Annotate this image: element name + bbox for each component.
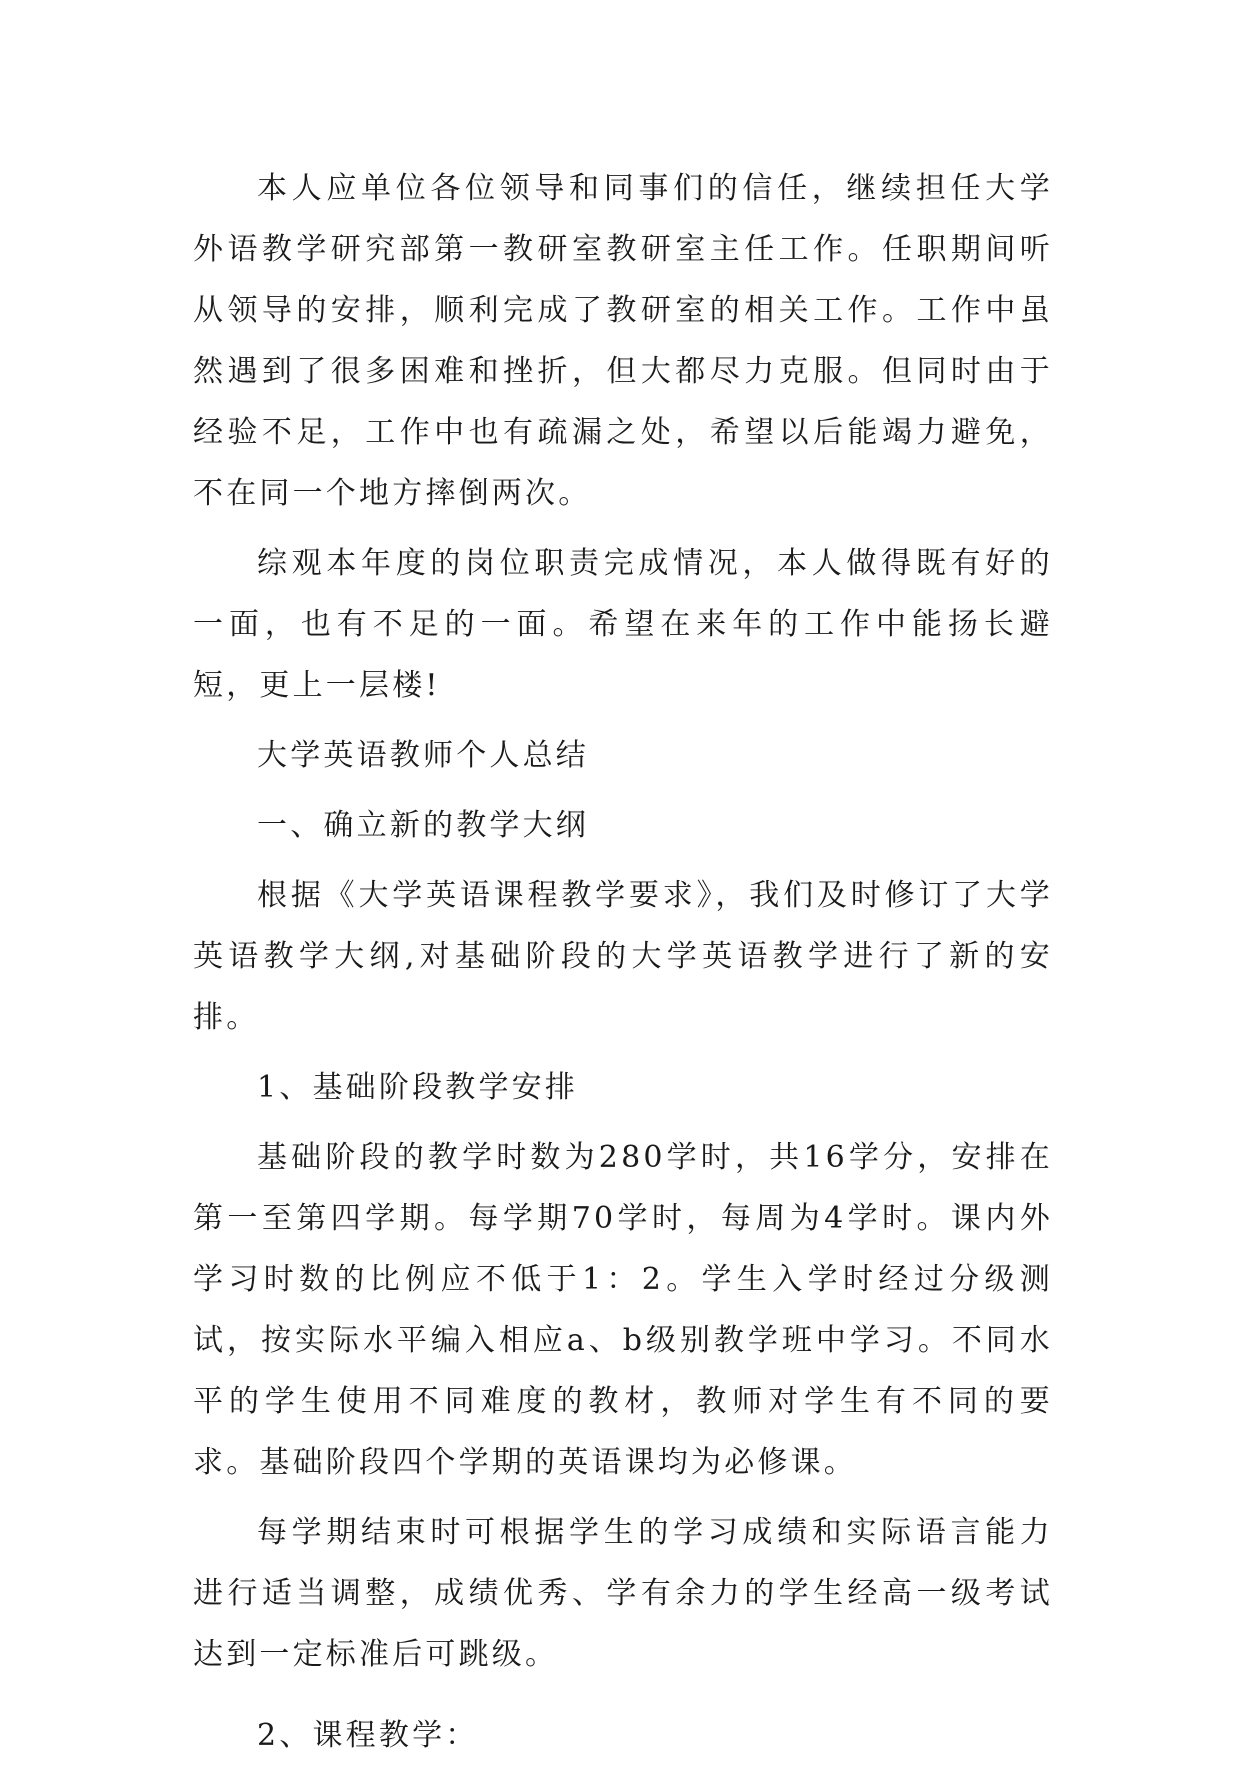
paragraph-basic-stage-hours: 基础阶段的教学时数为280学时，共16学分，安排在第一至第四学期。每学期70学时，每周为4学时。课内外学习时数的比例应不低于1：2。学生入学时经过分级测试，按实际水平编入相应a、b级别教学班中学习。不同水平的学生使用不同难度的教材，教师对学生有不同的要求。基础阶段四个学期的英语课均为必修课。 — [193, 1140, 1053, 1480]
heading-basic-stage: 1、基础阶段教学安排 — [257, 1070, 579, 1105]
paragraph-semester-adjustment: 每学期结束时可根据学生的学习成绩和实际语言能力进行适当调整，成绩优秀、学有余力的学生经高一级考试达到一定标准后可跳级。 — [193, 1515, 1053, 1672]
paragraph-annual-review: 综观本年度的岗位职责完成情况，本人做得既有好的一面，也有不足的一面。希望在来年的工作中能扬长避短，更上一层楼! — [193, 546, 1053, 703]
heading-syllabus: 一、确立新的教学大纲 — [257, 808, 589, 843]
paragraph-position-duties: 本人应单位各位领导和同事们的信任，继续担任大学外语教学研究部第一教研室教研室主任工作。任职期间听从领导的安排，顺利完成了教研室的相关工作。工作中虽然遇到了很多困难和挫折，但大都尽力克服。但同时由于经验不足，工作中也有疏漏之处，希望以后能竭力避免，不在同一个地方摔倒两次。 — [193, 171, 1053, 511]
paragraph-syllabus-revision: 根据《大学英语课程教学要求》，我们及时修订了大学英语教学大纲,对基础阶段的大学英语教学进行了新的安排。 — [193, 878, 1053, 1035]
heading-course-teaching: 2、课程教学： — [257, 1718, 479, 1753]
document-page — [193, 158, 1053, 1775]
section-title: 大学英语教师个人总结 — [257, 738, 589, 773]
